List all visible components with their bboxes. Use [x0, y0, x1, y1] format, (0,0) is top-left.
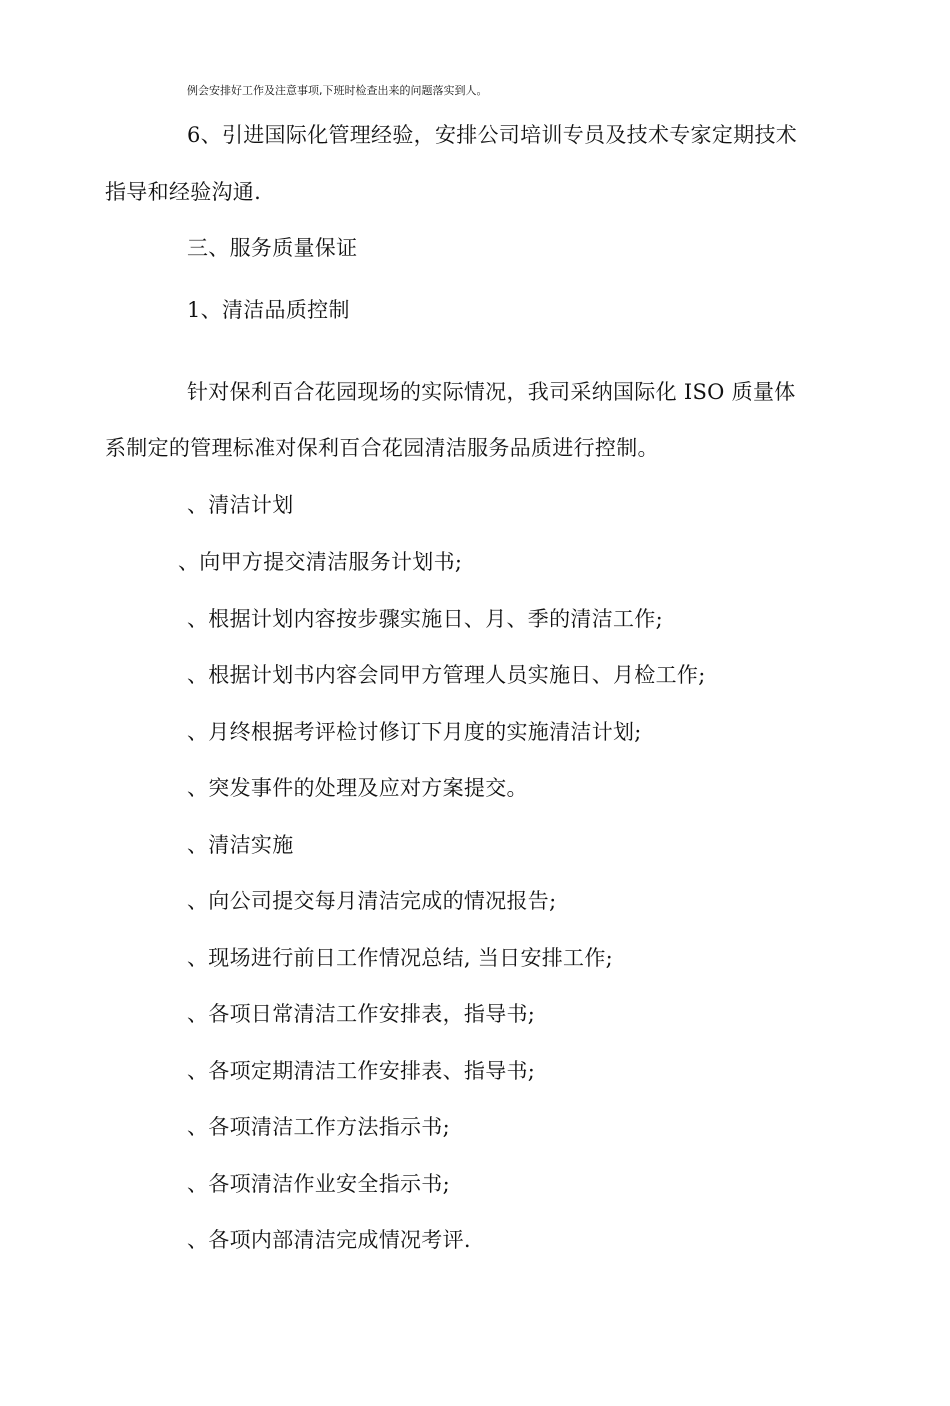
top-note: 例会安排好工作及注意事项,下班时检查出来的问题落实到人。 — [187, 84, 488, 97]
intro-line-2: 系制定的管理标准对保利百合花园清洁服务品质进行控制。 — [105, 436, 659, 460]
implementation-item: 、各项内部清洁完成情况考评. — [187, 1228, 471, 1252]
section-3-heading: 三、服务质量保证 — [187, 236, 358, 260]
item-6-line-2: 指导和经验沟通. — [105, 180, 262, 204]
implementation-heading: 、清洁实施 — [187, 833, 294, 857]
implementation-item: 、各项日常清洁工作安排表，指导书; — [187, 1002, 536, 1026]
plan-item: 、根据计划书内容会同甲方管理人员实施日、月检工作; — [187, 663, 706, 687]
implementation-item: 、各项清洁作业安全指示书; — [187, 1172, 450, 1196]
implementation-item: 、向公司提交每月清洁完成的情况报告; — [187, 889, 557, 913]
subsection-1-heading: 1、清洁品质控制 — [187, 298, 350, 322]
plan-item: 、月终根据考评检讨修订下月度的实施清洁计划; — [187, 720, 642, 744]
implementation-item: 、各项清洁工作方法指示书; — [187, 1115, 450, 1139]
item-6-line-1: 6、引进国际化管理经验，安排公司培训专员及技术专家定期技术 — [187, 123, 798, 147]
plan-item: 、向甲方提交清洁服务计划书; — [178, 550, 463, 574]
implementation-item: 、各项定期清洁工作安排表、指导书; — [187, 1059, 536, 1083]
plan-heading: 、清洁计划 — [187, 493, 294, 517]
intro-line-1: 针对保利百合花园现场的实际情况，我司采纳国际化 ISO 质量体 — [187, 380, 796, 404]
implementation-item: 、现场进行前日工作情况总结, 当日安排工作; — [187, 946, 614, 970]
plan-item: 、根据计划内容按步骤实施日、月、季的清洁工作; — [187, 607, 663, 631]
plan-item: 、突发事件的处理及应对方案提交。 — [187, 776, 528, 800]
